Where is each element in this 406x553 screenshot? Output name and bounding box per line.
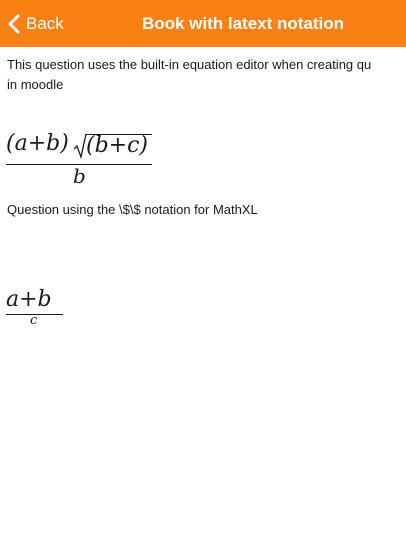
equation-1-numerator-left: (a+b) [6, 131, 69, 156]
chevron-left-icon [6, 14, 22, 34]
back-label[interactable]: Back [26, 14, 64, 33]
question-description-line-2: in moodle [7, 77, 64, 92]
page-content [0, 47, 406, 553]
equation-2-denominator: c [30, 313, 38, 328]
question-description [7, 55, 371, 95]
page-title: Book with latext notation [141, 14, 345, 33]
back-button[interactable] [6, 0, 64, 47]
equation-1-radicand: (b+c) [86, 133, 149, 158]
square-root-icon [73, 133, 87, 159]
question-description-line-1: This question uses the built-in equation editor when creating qu [7, 57, 372, 72]
navigation-bar [0, 0, 406, 47]
equation-1-denominator: b [73, 164, 86, 188]
equation-2-numerator: a+b [6, 287, 52, 312]
mathxl-description: Question using the \$\$ notation for MathXL [7, 202, 258, 217]
